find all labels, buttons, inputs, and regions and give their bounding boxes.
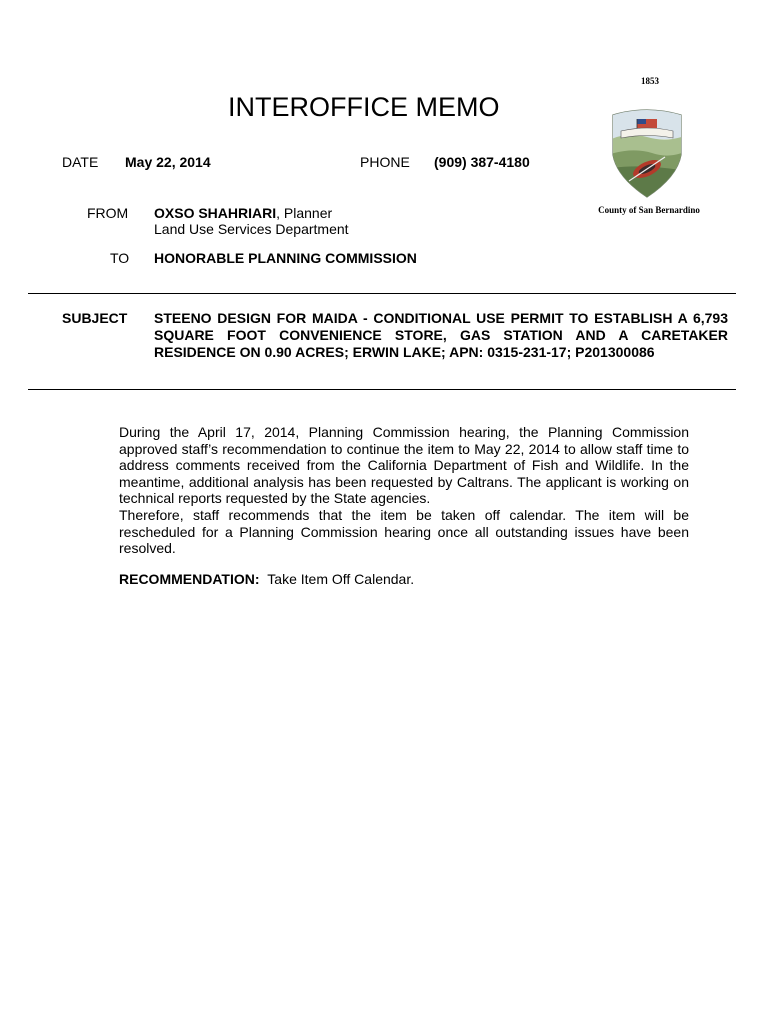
subject-label: SUBJECT (62, 310, 128, 326)
from-title: , Planner (276, 205, 333, 221)
recommendation-label: RECOMMENDATION: (119, 571, 260, 587)
phone-value: (909) 387-4180 (434, 154, 530, 170)
date-label: DATE (62, 154, 99, 170)
recommendation (119, 571, 414, 587)
county-seal-logo (607, 107, 687, 199)
from-sender (154, 205, 332, 221)
body-paragraph-1: During the April 17, 2014, Planning Commission hearing, the Planning Commission approved staff’s recommendation to continue the item to May 22, 2014 to allow staff time to address comments received from the California Department of Fish and Wildlife. In the meantime, additional analysis has been requested by Caltrans. The applicant is working on technical reports requested by the State agencies. (119, 424, 689, 507)
memo-body (119, 424, 689, 557)
divider-top (28, 293, 736, 294)
from-label: FROM (87, 205, 129, 221)
divider-bottom (28, 389, 736, 390)
seal-caption: County of San Bernardino (598, 205, 700, 215)
recommendation-value: Take Item Off Calendar. (267, 571, 415, 587)
to-label: TO (110, 250, 130, 266)
to-value: HONORABLE PLANNING COMMISSION (154, 250, 417, 266)
body-paragraph-2: Therefore, staff recommends that the item be taken off calendar. The item will be rescheduled for a Planning Commission hearing once all outstanding issues have been resolved. (119, 506, 689, 557)
subject-text: STEENO DESIGN FOR MAIDA - CONDITIONAL USE PERMIT TO ESTABLISH A 6,793 SQUARE FOOT CONVENIENCE STORE, GAS STATION AND A CARETAKER RESIDENCE ON 0.90 ACRES; ERWIN LAKE; APN: 0315-231-17; P201300086 (154, 310, 728, 360)
phone-label: PHONE (360, 154, 410, 170)
seal-year: 1853 (641, 76, 659, 86)
from-department: Land Use Services Department (154, 221, 349, 237)
date-value: May 22, 2014 (125, 154, 211, 170)
page-title: INTEROFFICE MEMO (228, 92, 500, 122)
from-name: OXSO SHAHRIARI (154, 205, 277, 221)
